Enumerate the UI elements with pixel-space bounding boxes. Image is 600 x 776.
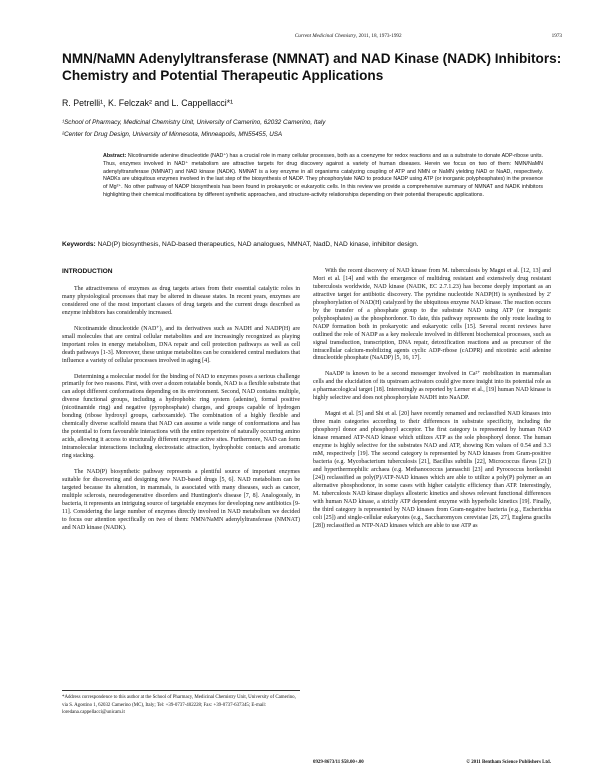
author-list: R. Petrelli¹, K. Felczak² and L. Cappellacci*¹ xyxy=(62,98,234,108)
paragraph: Determining a molecular model for the binding of NAD to enzymes poses a serious challenge primarily for two reasons. First, with over a dozen rotatable bonds, NAD is a flexible substrate that can adopt different conformations depending on its environment. Second, NAD contains multiple, diverse functional groups, including a hydrophobic ring system (adenine), formal positive (nicotinamide ring) and negative (pyrophosphate) charges, and groups capable of hydrogen bonding (ribose hydroxyl groups, carboxamide). The combination of a highly flexible and chemically diverse scaffold means that NAD can assume a wide range of conformations and has the potential to form favourable interactions with the entire repertoire of naturally occurring amino acids, allowing it access to structurally different enzyme active sites. Furthermore, NAD can form intramolecular interactions including electrostatic attraction, hydrophobic contacts and aromatic ring stacking. xyxy=(62,373,300,460)
copyright: © 2011 Bentham Science Publishers Ltd. xyxy=(466,760,551,765)
paragraph: With the recent discovery of NAD kinase from M. tuberculosis by Magni et al. [12, 13] and Mori et al. [14] and with the emergence of multidrug resistant and extensively drug resistant tuberculosis worldwide, NAD kinase (NADK, EC 2.7.1.23) has become deeply important as an attractive target for antibiotic discovery. The pyridine nucleotide NADP(H) is synthesized by 2' phosphorylation of NAD(H) catalyzed by the ubiquitous enzyme NAD kinase. The reaction occurs by the transfer of a phosphate group to the substrate NAD using ATP (or inorganic polyphosphates) as the phosphordonor. To date, this pathway represents the only route leading to NADP formation both in prokaryotic and eukaryotic cells [15]. Several recent reviews have outlined the role of NADP as a key molecule involved in different biochemical processes, such as signal transduction, transcription, DNA repair, detoxification reactions and as precursor of the intracellular calcium-mobilizing agents cyclic ADP-ribose (cADPR) and nicotinic acid adenine dinucleotide phosphate (NaADP) [5, 16, 17]. xyxy=(313,268,551,362)
issn: 0929-8673/11 $58.00+.00 xyxy=(313,760,364,765)
page-number: 1973 xyxy=(551,33,562,39)
keywords xyxy=(62,241,552,248)
abstract-label: Abstract: xyxy=(103,153,127,159)
page-footer xyxy=(313,760,551,765)
journal-name: Current Medicinal Chemistry xyxy=(294,33,356,39)
paragraph: NaADP is known to be a second messenger involved in Ca²⁺ mobilization in mammalian cells and the elucidation of its upstream activators could give more insight into its potential role as a pharmacological target [18]. Interestingly as reported by Lerner et al., [19] human NAD kinase is highly selective and does not phosphorylate NADH into NaADP. xyxy=(313,371,551,402)
right-column xyxy=(313,268,551,539)
keywords-label: Keywords: xyxy=(62,241,96,248)
affiliation-1: ¹School of Pharmacy, Medicinal Chemistry Unit, University of Camerino, 62032 Camerino, Italy xyxy=(62,119,326,126)
section-title-introduction: INTRODUCTION xyxy=(62,268,113,275)
abstract xyxy=(103,153,543,200)
paper-title: NMN/NaMN Adenylyltransferase (NMNAT) and NAD Kinase (NADK) Inhibitors: Chemistry and Potential Therapeutic Applications xyxy=(62,51,562,83)
paragraph: Magni et al. [5] and Shi et al. [20] have recently renamed and reclassified NAD kinases into three main categories according to their differences in substrate specificity, including the phosphoryl donor and phosphoryl acceptor. The first category is represented by human NAD kinase renamed ATP-NAD kinase which utilizes ATP as the sole phosphoryl donor. The human enzyme is highly selective for the substrates NAD and ATP, showing Km values of 0.54 and 3.3 mM, respectively [19]. The second category is represented by NAD kinases from Gram-positive bacteria (e.g. Mycobacterium tuberculosis [21], Bacillus subtilis [22], Micrococcus flavus [21]) and hyperthermophilic archaea (e.g. Methanococcus jannaschii [23] and Pyrococcus horikoshii [24]) reclassified as poly(P)/ATP-NAD kinases which are able to utilize a poly(P) polymer as an alternative phosphodonor, in some cases with higher catalytic efficiency than ATP. Interestingly, M. tuberculosis NAD kinase displays allosteric kinetics and shows relevant functional differences with human NAD kinase, a strictly ATP dependent enzyme with hyperbolic kinetics [19]. Finally, the third category is represented by NAD kinases from Gram-negative bacteria (e.g., Escherichia coli [25]) and single-cellular eukaryotes (e.g., Saccharomyces cerevisiae [26, 27], Euglena gracilis [28]) reclassified as NTP-NAD kinases which are able to use ATP as xyxy=(313,411,551,529)
affiliation-2: ²Center for Drug Design, University of Minnesota, Minneapolis, MN55455, USA xyxy=(62,131,283,138)
paragraph: The attractiveness of enzymes as drug targets arises from their essential catalytic roles in many physiological processes that may be altered in disease states. In recent years, enzymes are considered one of the most important classes of drug targets and the current drugs described as enzyme inhibitors has considerably increased. xyxy=(62,285,300,316)
citation: 2011, 18, 1973-1992 xyxy=(358,33,402,39)
paragraph: The NAD(P) biosynthetic pathway represents a plentiful source of important enzymes suitable for discovering and designing new NAD-based drugs [5, 6]. NAD metabolism can be targeted because its alteration, in mammals, is associated with many diseases, such as cancer, multiple sclerosis, neurodegenerative disorders and Huntington's disease [7, 8]. Analogously, in bacteria, it represents an intriguing source of targetable enzymes for developing new antibiotics [9-11]. Considering the large number of enzymes directly involved in NAD metabolism we decided to focus our attention specifically on two of them: NMN/NaMN adenylyltransferase (NMNAT) and NAD kinase (NADK). xyxy=(62,469,300,531)
abstract-text: Nicotinamide adenine dinucleotide (NAD⁺) has a crucial role in many cellular processes, both as a coenzyme for redox reactions and as a substrate to donate ADP-ribose units. Thus, enzymes involved in NAD⁺ metabolism are attractive targets for drug discovery against a variety of human diseases. Herein we focus on two of them: NMN/NaMN adenylyltransferase (NMNAT) and NAD kinase (NADK). NMNAT is a key enzyme in all organisms catalyzing coupling of ATP and NMN or NaMN yielding NAD or NaAD, respectively. NADKs are ubiquitous enzymes involved in the last step of the biosynthesis of NADP. They phosphorylate NAD to produce NADP using ATP (or inorganic polyphosphates) in the presence of Mg²⁺. No other pathway of NADP biosynthesis has been found in prokaryotic or eukaryotic cells. In this review we provide a comprehensive summary of NMNAT and NADK inhibitors highlighting their chemical modifications by different synthetic approaches, and structure-activity relationships depending on their potential therapeutic applications. xyxy=(103,153,543,198)
left-column xyxy=(62,268,300,541)
keywords-text: NAD(P) biosynthesis, NAD-based therapeutics, NAD analogues, NMNAT, NadD, NAD kinase, inhibitor design. xyxy=(97,241,419,248)
correspondence-footnote: *Address correspondence to this author at the School of Pharmacy, Medicinal Chemistry Unit, University of Camerino, via S. Agostino 1, 62032 Camerino (MC), Italy; Tel: +39-0737-402228; Fax: +39-0737-637345; E-mail: loredana.cappellacci@unicam.it xyxy=(62,690,300,717)
paragraph: Nicotinamide dinucleotide (NAD⁺), and its derivatives such as NADH and NADP(H) are small molecules that are central cellular metabolites and are increasingly recognized as playing important roles in energy metabolism, DNA repair and cell protection pathways as well as cell death pathways [1-3]. Moreover, these unique metabolites can be considered central mediators that influence a variety of cellular processes involved in aging [4]. xyxy=(62,325,300,364)
running-header xyxy=(295,33,562,39)
journal-citation: Current Medicinal Chemistry, 2011, 18, 1973-1992 xyxy=(294,33,402,39)
